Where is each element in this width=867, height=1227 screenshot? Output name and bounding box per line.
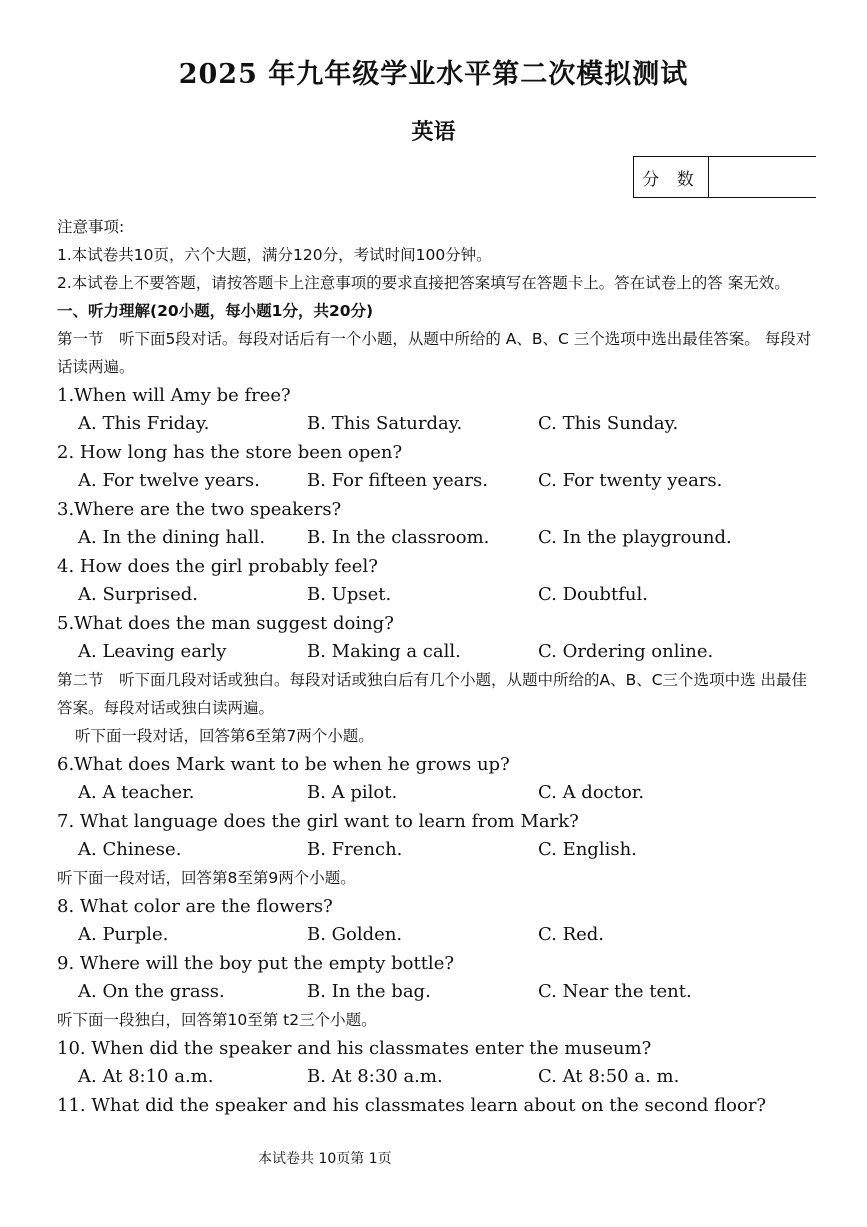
option-a: A. A teacher. [78, 782, 195, 803]
option-a: A. In the dining hall. [78, 527, 266, 548]
option-a: A. Chinese. [78, 839, 182, 860]
question: 8. What color are the flowers? [57, 896, 333, 917]
option-c: C. Ordering online. [538, 641, 714, 662]
question: 9. Where will the boy put the empty bottle? [57, 953, 454, 974]
options-row [57, 467, 817, 495]
options-row [57, 1063, 817, 1091]
question: 10. When did the speaker and his classmates enter the museum? [57, 1038, 652, 1059]
option-a: A. Leaving early [78, 641, 227, 662]
option-b: B. Making a call. [307, 641, 461, 662]
sub-instruction: 听下面一段独白，回答第10至第 t2三个小题。 [57, 1011, 377, 1029]
note-item: 1.本试卷共10页，六个大题，满分120分，考试时间100分钟。 [57, 246, 492, 264]
option-c: C. A doctor. [538, 782, 645, 803]
options-row [57, 410, 817, 438]
option-b: B. For fifteen years. [307, 470, 488, 491]
part2-instructions: 第二节 听下面几段对话或独白。每段对话或独白后有几个小题，从题中所给的A、B、C三个选项中选 出最佳答案。每段对话或独白读两遍。 [57, 671, 807, 717]
score-box [633, 156, 816, 198]
question: 1.When will Amy be free? [57, 385, 291, 406]
question: 7. What language does the girl want to learn from Mark? [57, 811, 579, 832]
question: 4. How does the girl probably feel? [57, 556, 378, 577]
notes-heading: 注意事项: [57, 218, 125, 236]
exam-title: 2025 年九年级学业水平第二次模拟测试 [178, 59, 689, 90]
option-a: A. At 8:10 a.m. [78, 1066, 214, 1087]
score-label: 分 数 [634, 157, 709, 197]
option-b: B. In the bag. [307, 981, 431, 1002]
option-c: C. This Sunday. [538, 413, 679, 434]
option-c: C. For twenty years. [538, 470, 723, 491]
sub-instruction: 听下面一段对话，回答第6至第7两个小题。 [75, 727, 374, 745]
option-a: A. Purple. [78, 924, 169, 945]
options-row [57, 638, 817, 666]
option-b: B. Upset. [307, 584, 392, 605]
option-a: A. For twelve years. [78, 470, 260, 491]
options-row [57, 836, 817, 864]
question: 5.What does the man suggest doing? [57, 613, 394, 634]
note-item: 2.本试卷上不要答题，请按答题卡上注意事项的要求直接把答案填写在答题卡上。答在试卷上的答 案无效。 [57, 274, 790, 292]
option-b: B. At 8:30 a.m. [307, 1066, 443, 1087]
part1-instructions: 第一节 听下面5段对话。每段对话后有一个小题，从题中所给的 A、B、C 三个选项中选出最佳答案。 每段对话读两遍。 [57, 330, 812, 376]
option-c: C. Doubtful. [538, 584, 648, 605]
option-a: A. This Friday. [78, 413, 210, 434]
option-b: B. A pilot. [307, 782, 398, 803]
section-heading: 一、听力理解(20小题，每小题1分，共20分) [57, 302, 374, 320]
option-c: C. Red. [538, 924, 605, 945]
options-row [57, 921, 817, 949]
score-field [709, 157, 816, 197]
options-row [57, 978, 817, 1006]
option-b: B. This Saturday. [307, 413, 463, 434]
subject-title: 英语 [411, 119, 456, 145]
option-c: C. In the playground. [538, 527, 732, 548]
option-a: A. Surprised. [78, 584, 198, 605]
question: 6.What does Mark want to be when he grows up? [57, 754, 510, 775]
option-a: A. On the grass. [78, 981, 225, 1002]
question: 11. What did the speaker and his classmates learn about on the second floor? [57, 1095, 767, 1116]
option-c: C. At 8:50 a. m. [538, 1066, 680, 1087]
options-row [57, 524, 817, 552]
options-row [57, 779, 817, 807]
option-b: B. French. [307, 839, 403, 860]
question: 2. How long has the store been open? [57, 442, 403, 463]
question: 3.Where are the two speakers? [57, 499, 342, 520]
options-row [57, 581, 817, 609]
option-c: C. Near the tent. [538, 981, 692, 1002]
option-b: B. In the classroom. [307, 527, 490, 548]
exam-content [57, 213, 817, 1120]
page-footer: 本试卷共 10页第 1页 [258, 1151, 392, 1167]
sub-instruction: 听下面一段对话，回答第8至第9两个小题。 [57, 869, 356, 887]
option-b: B. Golden. [307, 924, 403, 945]
option-c: C. English. [538, 839, 637, 860]
